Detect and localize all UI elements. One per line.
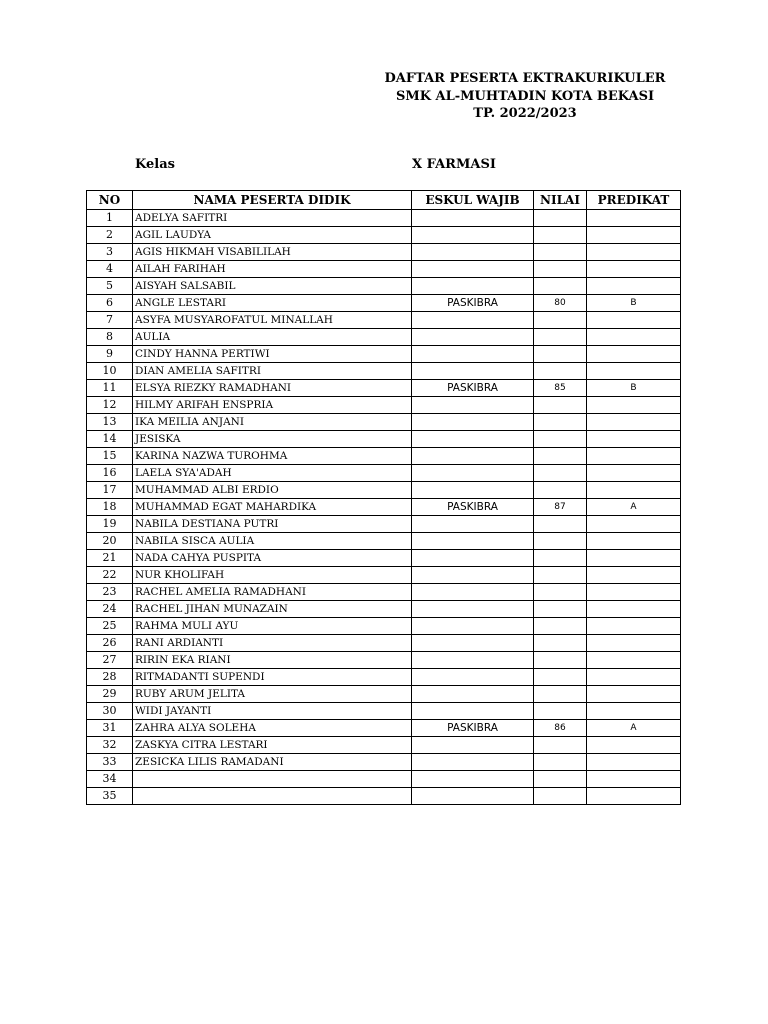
row-eskul	[412, 210, 534, 227]
row-predikat	[587, 686, 681, 703]
col-header-nilai: NILAI	[534, 191, 587, 210]
row-nama	[133, 788, 412, 805]
row-nama: ASYFA MUSYAROFATUL MINALLAH	[133, 312, 412, 329]
table-row	[87, 618, 681, 635]
row-nama: RACHEL JIHAN MUNAZAIN	[133, 601, 412, 618]
row-nilai	[534, 363, 587, 380]
header-title: DAFTAR PESERTA EKTRAKURIKULER	[384, 71, 666, 86]
row-nilai	[534, 652, 587, 669]
row-eskul	[412, 771, 534, 788]
row-nilai	[534, 244, 587, 261]
table-row	[87, 482, 681, 499]
row-nama: RAHMA MULI AYU	[133, 618, 412, 635]
row-nilai: 87	[534, 499, 587, 516]
row-nilai	[534, 414, 587, 431]
table-row	[87, 533, 681, 550]
row-nama: AULIA	[133, 329, 412, 346]
row-eskul	[412, 737, 534, 754]
row-nama: CINDY HANNA PERTIWI	[133, 346, 412, 363]
row-nama: ZESICKA LILIS RAMADANI	[133, 754, 412, 771]
row-nama: AGIS HIKMAH VISABILILAH	[133, 244, 412, 261]
row-nilai	[534, 210, 587, 227]
row-no: 25	[87, 618, 133, 635]
row-no: 18	[87, 499, 133, 516]
table-row	[87, 346, 681, 363]
row-eskul	[412, 346, 534, 363]
table-row	[87, 448, 681, 465]
row-no: 3	[87, 244, 133, 261]
row-no: 35	[87, 788, 133, 805]
kelas-label: Kelas	[135, 157, 175, 172]
row-no: 34	[87, 771, 133, 788]
row-eskul	[412, 397, 534, 414]
row-no: 26	[87, 635, 133, 652]
row-eskul	[412, 448, 534, 465]
row-predikat	[587, 329, 681, 346]
table-row	[87, 754, 681, 771]
row-no: 11	[87, 380, 133, 397]
row-nilai	[534, 618, 587, 635]
row-nilai	[534, 635, 587, 652]
row-predikat: B	[587, 380, 681, 397]
row-eskul	[412, 754, 534, 771]
row-nilai	[534, 448, 587, 465]
table-row	[87, 295, 681, 312]
table-row	[87, 244, 681, 261]
row-nama: NABILA SISCA AULIA	[133, 533, 412, 550]
row-nilai	[534, 397, 587, 414]
row-nama: AGIL LAUDYA	[133, 227, 412, 244]
row-no: 29	[87, 686, 133, 703]
row-predikat	[587, 312, 681, 329]
row-predikat	[587, 278, 681, 295]
row-eskul	[412, 414, 534, 431]
row-nama: NABILA DESTIANA PUTRI	[133, 516, 412, 533]
table-row	[87, 550, 681, 567]
row-nama: LAELA SYA'ADAH	[133, 465, 412, 482]
row-no: 2	[87, 227, 133, 244]
row-nilai	[534, 278, 587, 295]
row-nama: WIDI JAYANTI	[133, 703, 412, 720]
row-predikat	[587, 584, 681, 601]
row-predikat	[587, 737, 681, 754]
row-no: 21	[87, 550, 133, 567]
row-eskul	[412, 550, 534, 567]
row-no: 31	[87, 720, 133, 737]
table-row	[87, 601, 681, 618]
table-row	[87, 431, 681, 448]
col-header-nama: NAMA PESERTA DIDIK	[133, 191, 412, 210]
row-predikat	[587, 465, 681, 482]
row-no: 7	[87, 312, 133, 329]
row-nilai	[534, 737, 587, 754]
row-predikat: A	[587, 499, 681, 516]
row-nilai	[534, 346, 587, 363]
row-no: 30	[87, 703, 133, 720]
row-nilai	[534, 601, 587, 618]
row-nilai	[534, 482, 587, 499]
row-nama: AISYAH SALSABIL	[133, 278, 412, 295]
row-nama: NUR KHOLIFAH	[133, 567, 412, 584]
row-eskul: PASKIBRA	[412, 720, 534, 737]
table-row	[87, 669, 681, 686]
row-eskul	[412, 703, 534, 720]
row-no: 20	[87, 533, 133, 550]
document-header	[300, 70, 750, 123]
row-nama: RITMADANTI SUPENDI	[133, 669, 412, 686]
table-row	[87, 363, 681, 380]
row-no: 17	[87, 482, 133, 499]
row-nama: ZAHRA ALYA SOLEHA	[133, 720, 412, 737]
row-eskul	[412, 516, 534, 533]
row-eskul	[412, 669, 534, 686]
row-nilai	[534, 465, 587, 482]
table-row	[87, 788, 681, 805]
row-predikat: A	[587, 720, 681, 737]
row-predikat	[587, 516, 681, 533]
row-nilai	[534, 261, 587, 278]
row-no: 24	[87, 601, 133, 618]
row-nama: AILAH FARIHAH	[133, 261, 412, 278]
table-row	[87, 397, 681, 414]
row-predikat	[587, 363, 681, 380]
row-eskul	[412, 482, 534, 499]
row-no: 22	[87, 567, 133, 584]
row-predikat	[587, 414, 681, 431]
row-eskul	[412, 601, 534, 618]
row-nama: ANGLE LESTARI	[133, 295, 412, 312]
row-nama: ELSYA RIEZKY RAMADHANI	[133, 380, 412, 397]
row-eskul	[412, 686, 534, 703]
row-eskul: PASKIBRA	[412, 499, 534, 516]
col-header-no: NO	[87, 191, 133, 210]
table-row	[87, 720, 681, 737]
row-no: 4	[87, 261, 133, 278]
table-row	[87, 312, 681, 329]
row-predikat	[587, 771, 681, 788]
header-year: TP. 2022/2023	[473, 106, 577, 121]
row-no: 32	[87, 737, 133, 754]
table-row	[87, 329, 681, 346]
row-no: 6	[87, 295, 133, 312]
table-row	[87, 771, 681, 788]
table-body	[87, 210, 681, 805]
row-predikat: B	[587, 295, 681, 312]
row-eskul	[412, 329, 534, 346]
row-no: 15	[87, 448, 133, 465]
row-nilai	[534, 516, 587, 533]
row-nama: HILMY ARIFAH ENSPRIA	[133, 397, 412, 414]
row-predikat	[587, 652, 681, 669]
kelas-value: X FARMASI	[412, 157, 496, 172]
row-nilai	[534, 686, 587, 703]
row-predikat	[587, 669, 681, 686]
table-row	[87, 737, 681, 754]
row-predikat	[587, 448, 681, 465]
row-predikat	[587, 482, 681, 499]
row-nilai	[534, 550, 587, 567]
row-eskul	[412, 431, 534, 448]
table-row	[87, 499, 681, 516]
row-predikat	[587, 431, 681, 448]
table-row	[87, 686, 681, 703]
row-eskul	[412, 584, 534, 601]
row-no: 19	[87, 516, 133, 533]
header-school: SMK AL-MUHTADIN KOTA BEKASI	[395, 88, 655, 104]
table-row	[87, 414, 681, 431]
row-eskul	[412, 788, 534, 805]
row-nama: RUBY ARUM JELITA	[133, 686, 412, 703]
row-predikat	[587, 210, 681, 227]
row-no: 28	[87, 669, 133, 686]
table-row	[87, 465, 681, 482]
row-no: 1	[87, 210, 133, 227]
row-no: 13	[87, 414, 133, 431]
row-eskul	[412, 533, 534, 550]
row-eskul	[412, 363, 534, 380]
row-no: 5	[87, 278, 133, 295]
row-predikat	[587, 567, 681, 584]
row-no: 23	[87, 584, 133, 601]
row-predikat	[587, 261, 681, 278]
table-row	[87, 227, 681, 244]
row-eskul	[412, 618, 534, 635]
table-row	[87, 278, 681, 295]
row-predikat	[587, 244, 681, 261]
row-nilai	[534, 567, 587, 584]
row-nama: JESISKA	[133, 431, 412, 448]
table-row	[87, 584, 681, 601]
row-eskul: PASKIBRA	[412, 380, 534, 397]
row-nama	[133, 771, 412, 788]
row-no: 27	[87, 652, 133, 669]
table-header-row	[87, 191, 681, 210]
row-nilai	[534, 703, 587, 720]
row-eskul	[412, 244, 534, 261]
row-nilai	[534, 329, 587, 346]
row-no: 14	[87, 431, 133, 448]
row-predikat	[587, 346, 681, 363]
row-nilai: 86	[534, 720, 587, 737]
row-nama: RANI ARDIANTI	[133, 635, 412, 652]
col-header-predikat: PREDIKAT	[587, 191, 681, 210]
row-nama: ZASKYA CITRA LESTARI	[133, 737, 412, 754]
table-row	[87, 567, 681, 584]
table-row	[87, 516, 681, 533]
row-nama: ADELYA SAFITRI	[133, 210, 412, 227]
table-row	[87, 261, 681, 278]
row-nama: MUHAMMAD EGAT MAHARDIKA	[133, 499, 412, 516]
row-nama: NADA CAHYA PUSPITA	[133, 550, 412, 567]
row-no: 9	[87, 346, 133, 363]
row-nilai	[534, 584, 587, 601]
row-nilai	[534, 788, 587, 805]
row-predikat	[587, 227, 681, 244]
row-predikat	[587, 788, 681, 805]
row-nilai: 80	[534, 295, 587, 312]
row-eskul	[412, 652, 534, 669]
row-nilai	[534, 533, 587, 550]
row-eskul	[412, 312, 534, 329]
table-row	[87, 380, 681, 397]
row-predikat	[587, 601, 681, 618]
table-row	[87, 703, 681, 720]
row-no: 10	[87, 363, 133, 380]
row-nilai	[534, 771, 587, 788]
row-eskul: PASKIBRA	[412, 295, 534, 312]
participant-table	[86, 190, 681, 805]
row-nama: RACHEL AMELIA RAMADHANI	[133, 584, 412, 601]
table-row	[87, 210, 681, 227]
row-nilai: 85	[534, 380, 587, 397]
row-predikat	[587, 618, 681, 635]
row-predikat	[587, 703, 681, 720]
row-nilai	[534, 669, 587, 686]
row-nilai	[534, 754, 587, 771]
row-nama: MUHAMMAD ALBI ERDIO	[133, 482, 412, 499]
row-no: 12	[87, 397, 133, 414]
row-predikat	[587, 533, 681, 550]
row-eskul	[412, 567, 534, 584]
row-eskul	[412, 465, 534, 482]
row-nilai	[534, 431, 587, 448]
row-predikat	[587, 754, 681, 771]
row-eskul	[412, 278, 534, 295]
col-header-eskul: ESKUL WAJIB	[412, 191, 534, 210]
row-no: 33	[87, 754, 133, 771]
table-row	[87, 652, 681, 669]
row-predikat	[587, 550, 681, 567]
table-row	[87, 635, 681, 652]
row-predikat	[587, 397, 681, 414]
row-no: 16	[87, 465, 133, 482]
row-nilai	[534, 312, 587, 329]
row-nama: DIAN AMELIA SAFITRI	[133, 363, 412, 380]
row-eskul	[412, 635, 534, 652]
row-eskul	[412, 261, 534, 278]
row-no: 8	[87, 329, 133, 346]
row-nilai	[534, 227, 587, 244]
row-nama: RIRIN EKA RIANI	[133, 652, 412, 669]
row-nama: KARINA NAZWA TUROHMA	[133, 448, 412, 465]
row-predikat	[587, 635, 681, 652]
row-eskul	[412, 227, 534, 244]
row-nama: IKA MEILIA ANJANI	[133, 414, 412, 431]
